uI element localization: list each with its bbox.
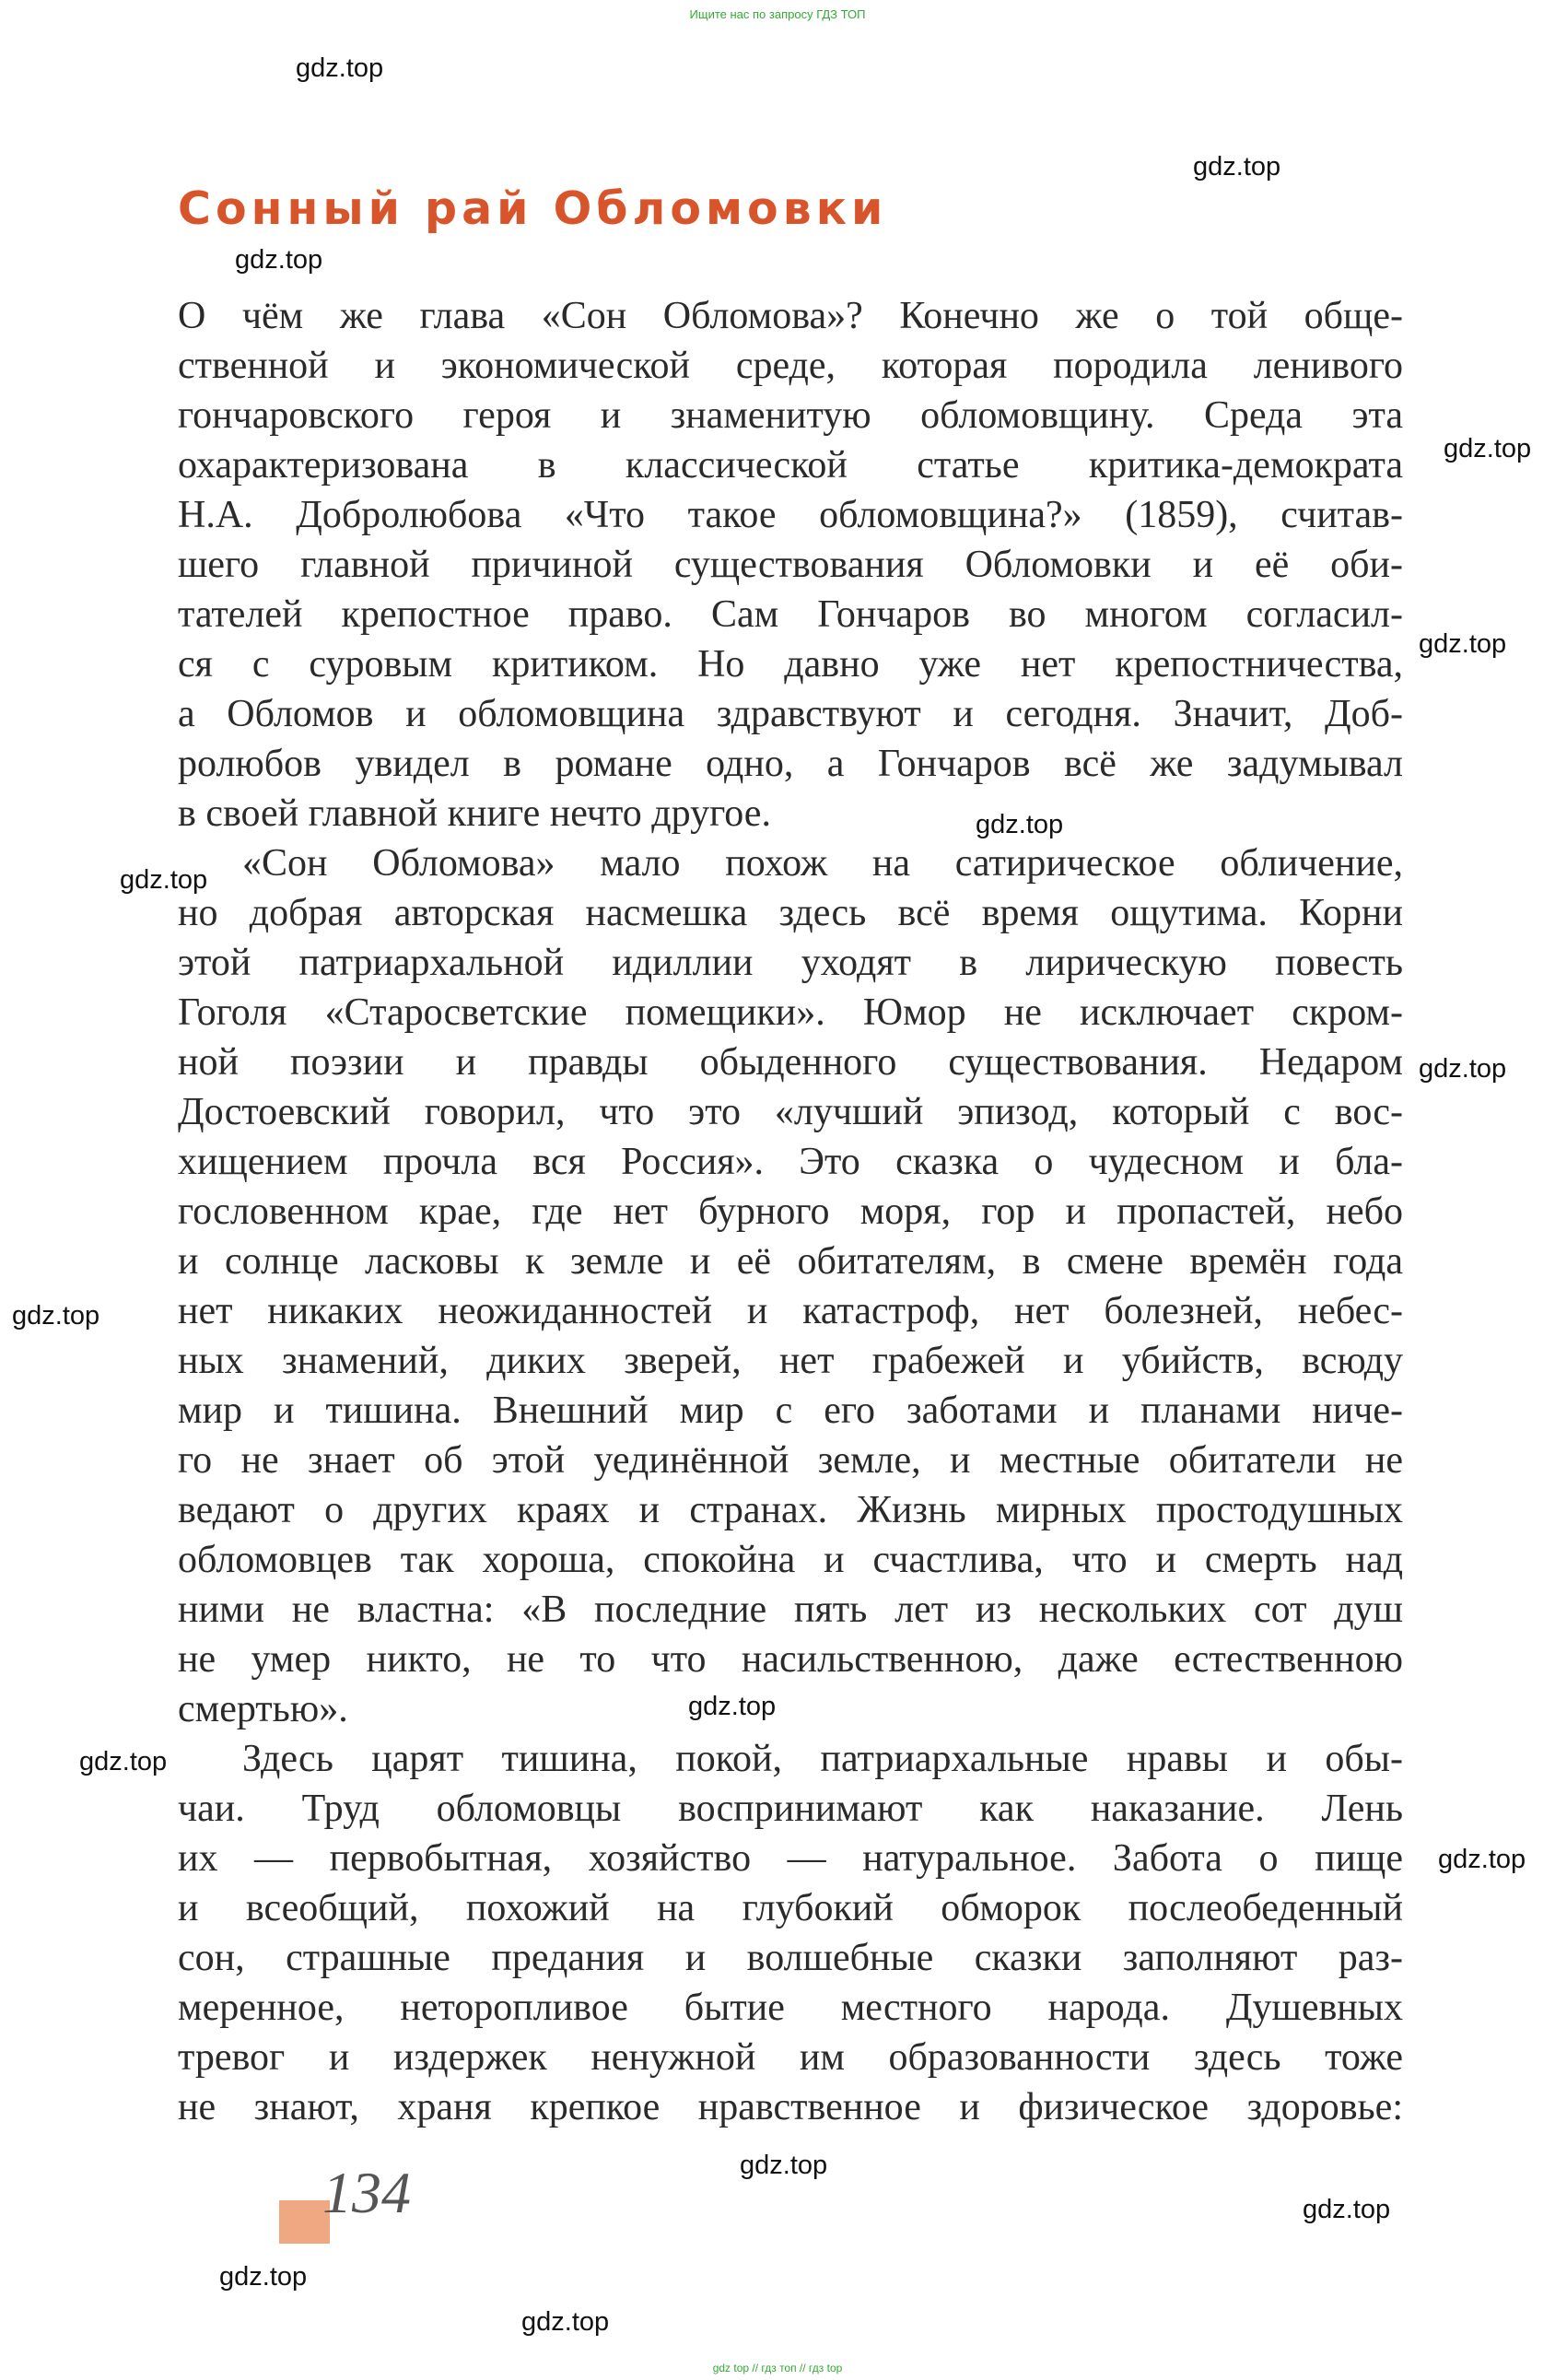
watermark: gdz.top: [1444, 434, 1532, 463]
text-line: а Обломов и обломовщина здравствуют и сегодня. Значит, Доб-: [178, 693, 1403, 735]
text-line: ролюбов увидел в романе одно, а Гончаров всё же задумывал: [178, 743, 1403, 785]
text-line: чаи. Труд обломовцы воспринимают как наказание. Лень: [178, 1788, 1403, 1830]
watermark: gdz.top: [688, 1692, 777, 1721]
watermark: gdz.top: [120, 865, 208, 895]
footer-note: gdz top // гдз топ // гдз top: [712, 2362, 843, 2374]
text-line: обломовцев так хороша, спокойна и счастлива, что и смерть над: [178, 1539, 1403, 1581]
watermark: gdz.top: [12, 1301, 100, 1331]
search-hint: Ищите нас по запросу ГДЗ ТОП: [689, 7, 866, 21]
text-line: охарактеризована в классической статье критика-демократа: [178, 444, 1403, 487]
text-line: Гоголя «Старосветские помещики». Юмор не исключает скром-: [178, 991, 1403, 1034]
text-line: ними не властна: «В последние пять лет из нескольких сот душ: [178, 1589, 1403, 1631]
watermark: gdz.top: [235, 245, 323, 275]
text-line: Н.А. Добролюбова «Что такое обломовщина?» (1859), считав-: [178, 494, 1403, 536]
text-line: но добрая авторская насмешка здесь всё время ощутима. Корни: [178, 892, 1403, 934]
text-line: меренное, неторопливое бытие местного народа. Душевных: [178, 1987, 1403, 2029]
text-line: не знают, храня крепкое нравственное и физическое здоровье:: [178, 2086, 1403, 2128]
text-line: О чём же глава «Сон Обломова»? Конечно же о той обще-: [178, 295, 1403, 337]
text-line: ведают о других краях и странах. Жизнь мирных простодушных: [178, 1489, 1403, 1531]
text-line: сон, страшные предания и волшебные сказки заполняют раз-: [178, 1937, 1403, 1979]
text-line: ных знамений, диких зверей, нет грабежей и убийств, всюду: [178, 1340, 1403, 1382]
watermark: gdz.top: [1419, 1054, 1507, 1084]
text-line: мир и тишина. Внешний мир с его заботами и планами ниче-: [178, 1389, 1403, 1432]
article-body: [178, 291, 1403, 2132]
watermark: gdz.top: [219, 2262, 308, 2292]
page-number: 134: [322, 2160, 411, 2225]
watermark: gdz.top: [1193, 152, 1281, 182]
text-line: тателей крепостное право. Сам Гончаров во многом согласил-: [178, 593, 1403, 636]
text-line: «Сон Обломова» мало похож на сатирическое обличение,: [242, 842, 1403, 885]
text-line: и солнце ласковы к земле и её обитателям, в смене времён года: [178, 1240, 1403, 1283]
watermark: gdz.top: [1303, 2195, 1391, 2224]
text-line: их — первобытная, хозяйство — натуральное. Забота о пище: [178, 1837, 1403, 1880]
text-line: шего главной причиной существования Обломовки и её оби-: [178, 544, 1403, 586]
text-line: тревог и издержек ненужной им образованности здесь тоже: [178, 2036, 1403, 2079]
watermark: gdz.top: [740, 2151, 828, 2180]
watermark: gdz.top: [1438, 1845, 1526, 1874]
text-line: ственной и экономической среде, которая породила ленивого: [178, 345, 1403, 387]
text-line: гословенном крае, где нет бурного моря, гор и пропастей, небо: [178, 1190, 1403, 1233]
page-title: Сонный рай Обломовки: [178, 182, 888, 235]
text-line: не умер никто, не то что насильственною, даже естественною: [178, 1638, 1403, 1681]
text-line: смертью».: [178, 1688, 348, 1730]
watermark: gdz.top: [521, 2307, 610, 2337]
text-line: гончаровского героя и знаменитую обломовщину. Среда эта: [178, 394, 1403, 437]
text-line: этой патриархальной идиллии уходят в лирическую повесть: [178, 942, 1403, 984]
text-line: Здесь царят тишина, покой, патриархальные нравы и обы-: [242, 1738, 1403, 1780]
watermark: gdz.top: [296, 53, 384, 83]
watermark: gdz.top: [1419, 629, 1507, 659]
text-line: ся с суровым критиком. Но давно уже нет крепостничества,: [178, 643, 1403, 686]
text-line: го не знает об этой уединённой земле, и местные обитатели не: [178, 1439, 1403, 1482]
watermark: gdz.top: [976, 810, 1064, 839]
text-line: нет никаких неожиданностей и катастроф, нет болезней, небес-: [178, 1290, 1403, 1332]
text-line: и всеобщий, похожий на глубокий обморок послеобеденный: [178, 1887, 1403, 1929]
text-line: Достоевский говорил, что это «лучший эпизод, который с вос-: [178, 1091, 1403, 1133]
text-line: в своей главной книге нечто другое.: [178, 792, 771, 835]
text-line: хищением прочла вся Россия». Это сказка о чудесном и бла-: [178, 1141, 1403, 1183]
text-line: ной поэзии и правды обыденного существования. Недаром: [178, 1041, 1403, 1084]
watermark: gdz.top: [79, 1747, 168, 1776]
